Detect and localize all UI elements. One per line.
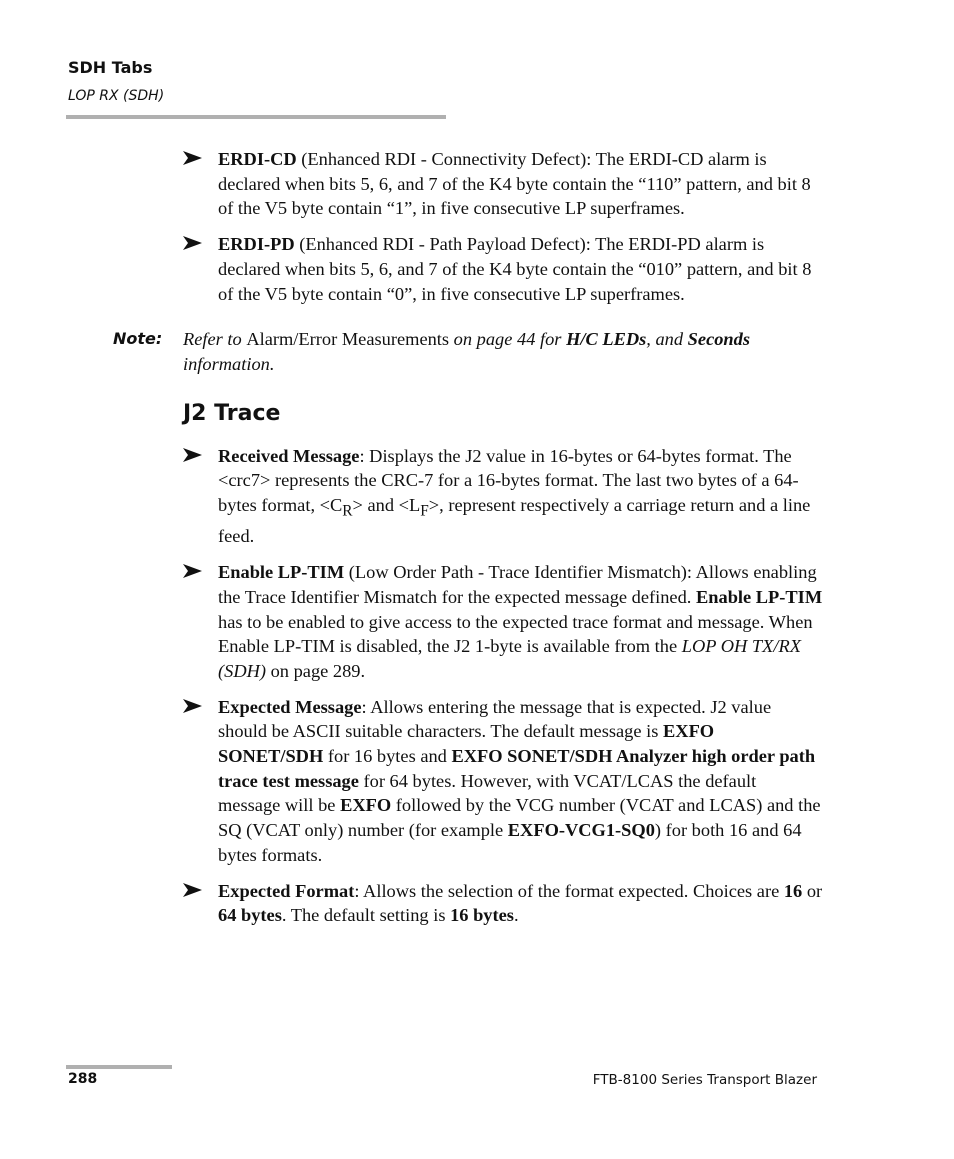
description: .	[513, 905, 519, 926]
bullet-arrow-icon	[183, 235, 203, 251]
description: (Low Order Path - Trace Identifier Mismatch): Allows enabling the Trace Identifier Mismatch for the expected message defined.	[218, 562, 817, 607]
bold-value: 16	[783, 880, 803, 901]
description: . The default setting is	[281, 905, 451, 926]
footer-rule	[66, 1065, 172, 1069]
description: : Allows the selection of the format expected. Choices are	[354, 880, 784, 901]
bold-value: 64 bytes	[218, 905, 282, 926]
bullet-arrow-icon	[183, 563, 203, 579]
description: for 64 bytes. However, with VCAT/LCAS the default message will be	[218, 770, 757, 816]
description: >, represent respectively a carriage return and a line feed.	[218, 495, 811, 547]
page-number: 288	[68, 1071, 98, 1087]
bold-value: EXFO	[340, 795, 392, 816]
bold-value: EXFO SONET/SDH Analyzer high order path trace test message	[218, 746, 816, 791]
term: Expected Format	[218, 880, 355, 901]
list-item-expected-message	[183, 695, 823, 868]
note	[113, 327, 823, 376]
note-link[interactable]: Alarm/Error Measurements	[246, 329, 450, 350]
note-text: information.	[183, 353, 275, 374]
note-bold: H/C LEDs	[566, 329, 647, 350]
header-rule	[66, 115, 446, 119]
description: > and <L	[352, 495, 421, 516]
bold-value: EXFO SONET/SDH	[218, 721, 715, 767]
note-text: on page 44 for	[449, 329, 567, 350]
cross-reference-link[interactable]: LOP OH TX/RX (SDH)	[218, 636, 801, 681]
list-item-enable-lp-tim	[183, 560, 823, 684]
subscript: F	[420, 502, 429, 520]
bullet-arrow-icon	[183, 698, 203, 714]
description: (Enhanced RDI - Path Payload Defect): The ERDI-PD alarm is declared when bits 5, 6, and 7 of the K4 byte contain the “010” pattern, and bit 8 of the V5 byte contain “0”, in five consecutive LP superframes.	[218, 234, 812, 304]
bold-value: EXFO-VCG1-SQ0	[507, 820, 655, 841]
term: Received Message	[218, 445, 360, 466]
header-subtitle: LOP RX (SDH)	[68, 88, 165, 104]
footer-product-name: FTB-8100 Series Transport Blazer	[592, 1072, 817, 1088]
section-title: J2 Trace	[183, 400, 281, 426]
note-text: , and	[646, 329, 688, 350]
bullet-arrow-icon	[183, 150, 203, 166]
bullet-arrow-icon	[183, 882, 203, 898]
description: followed by the VCG number (VCAT and LCAS) and the SQ (VCAT only) number (for example	[218, 795, 821, 841]
page-content	[113, 147, 823, 939]
note-bold: Seconds	[687, 329, 751, 350]
note-label: Note:	[113, 329, 163, 349]
description: for 16 bytes and	[323, 746, 452, 767]
description: : Displays the J2 value in 16-bytes or 64-bytes format. The <crc7> represents the CRC-7 for a 16-bytes format. The last two bytes of a 64-bytes format, <C	[218, 445, 799, 516]
term: Enable LP-TIM	[696, 586, 823, 607]
term: Expected Message	[218, 696, 362, 717]
bold-value: 16 bytes	[450, 905, 514, 926]
term: ERDI-CD	[218, 149, 297, 169]
description: has to be enabled to give access to the expected trace format and message. When Enable LP-TIM is disabled, the J2 1-byte is available from the	[218, 611, 813, 657]
subscript: R	[342, 502, 353, 520]
header-title: SDH Tabs	[68, 58, 153, 77]
note-text: Refer to	[183, 329, 247, 350]
list-item-expected-format	[183, 879, 823, 928]
bullet-arrow-icon	[183, 447, 203, 463]
list-item-received-message	[183, 444, 823, 549]
term: ERDI-PD	[218, 234, 295, 255]
term: Enable LP-TIM	[218, 562, 345, 583]
description: or	[802, 880, 823, 901]
description: on page 289.	[266, 660, 366, 681]
description: : Allows entering the message that is expected. J2 value should be ASCII suitable characters. The default message is	[218, 696, 772, 742]
description: (Enhanced RDI - Connectivity Defect): The ERDI-CD alarm is declared when bits 5, 6, and 7 of the K4 byte contain the “110” pattern, and bit 8 of the V5 byte contain “1”, in five consecutive LP superframes.	[218, 149, 811, 219]
list-item-erdi-pd	[183, 232, 823, 306]
list-item-erdi-cd	[183, 147, 823, 221]
description: ) for both 16 and 64 bytes formats.	[218, 820, 802, 865]
